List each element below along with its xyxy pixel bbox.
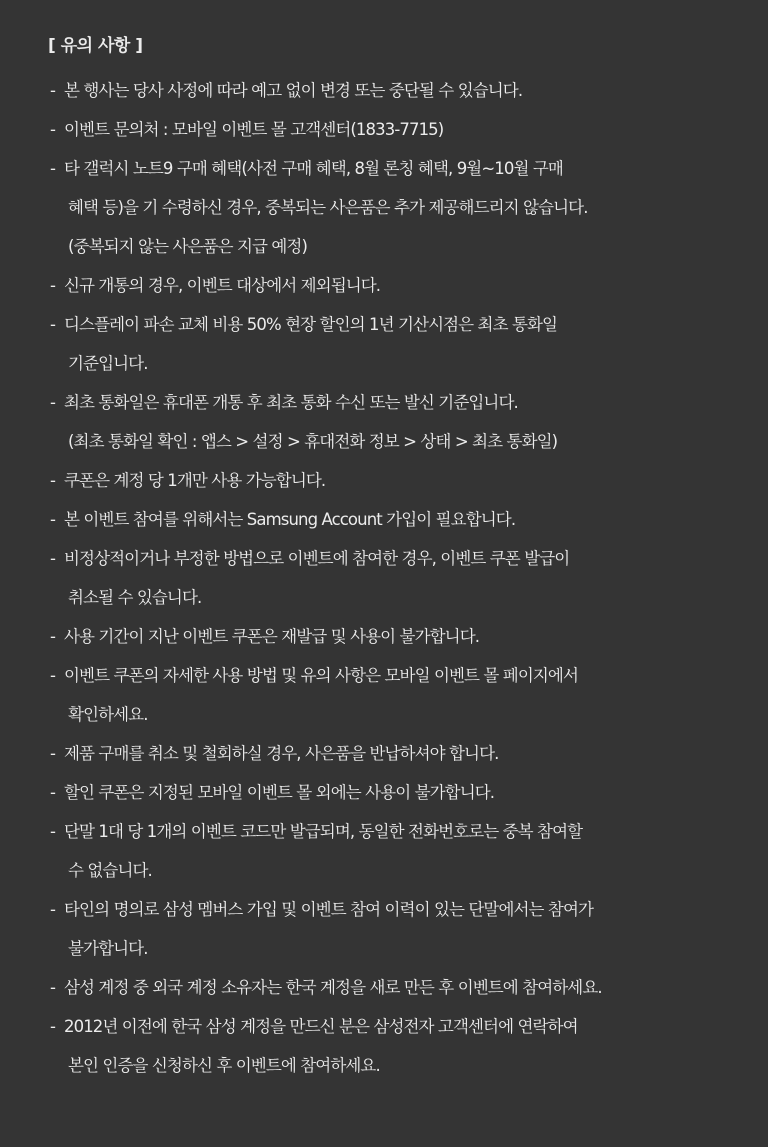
notice-item <box>48 617 748 656</box>
notice-line: - 최초 통화일은 휴대폰 개통 후 최초 통화 수신 또는 발신 기준입니다. <box>64 393 518 412</box>
notice-line: 수 없습니다. <box>68 861 152 880</box>
notice-item <box>48 71 748 110</box>
notice-section <box>48 32 748 1085</box>
notice-line: - 2012년 이전에 한국 삼성 계정을 만드신 분은 삼성전자 고객센터에 연락하여 <box>64 1017 578 1036</box>
notice-line: 확인하세요. <box>68 705 148 724</box>
notice-item <box>48 812 748 890</box>
notice-line: (중복되지 않는 사은품은 지급 예정) <box>68 237 308 256</box>
notice-line: 불가합니다. <box>68 939 148 958</box>
notice-line: - 이벤트 문의처 : 모바일 이벤트 몰 고객센터(1833-7715) <box>64 120 444 139</box>
notice-heading: [ 유의 사항 ] <box>48 36 143 56</box>
notice-line: - 신규 개통의 경우, 이벤트 대상에서 제외됩니다. <box>64 276 381 295</box>
notice-item <box>48 968 748 1007</box>
notice-line: - 삼성 계정 중 외국 계정 소유자는 한국 계정을 새로 만든 후 이벤트에 참여하세요. <box>64 978 602 997</box>
notice-line: 혜택 등)을 기 수령하신 경우, 중복되는 사은품은 추가 제공해드리지 않습니다. <box>68 198 588 217</box>
notice-line: - 이벤트 쿠폰의 자세한 사용 방법 및 유의 사항은 모바일 이벤트 몰 페이지에서 <box>64 666 579 685</box>
notice-item <box>48 461 748 500</box>
notice-line: - 비정상적이거나 부정한 방법으로 이벤트에 참여한 경우, 이벤트 쿠폰 발급이 <box>64 549 570 568</box>
notice-item <box>48 500 748 539</box>
notice-item <box>48 383 748 461</box>
notice-line: (최초 통화일 확인 : 앱스 > 설정 > 휴대전화 정보 > 상태 > 최초 통화일) <box>68 432 558 451</box>
notice-line: - 제품 구매를 취소 및 철회하실 경우, 사은품을 반납하셔야 합니다. <box>64 744 499 763</box>
notice-item <box>48 149 748 266</box>
notice-item <box>48 305 748 383</box>
notice-list <box>48 71 748 1085</box>
notice-item <box>48 890 748 968</box>
notice-line: - 디스플레이 파손 교체 비용 50% 현장 할인의 1년 기산시점은 최초 통화일 <box>64 315 558 334</box>
notice-item <box>48 110 748 149</box>
notice-item <box>48 734 748 773</box>
notice-line: 기준입니다. <box>68 354 148 373</box>
notice-line: - 할인 쿠폰은 지정된 모바일 이벤트 몰 외에는 사용이 불가합니다. <box>64 783 495 802</box>
notice-line: 본인 인증을 신청하신 후 이벤트에 참여하세요. <box>68 1056 380 1075</box>
notice-item <box>48 266 748 305</box>
notice-line: - 타인의 명의로 삼성 멤버스 가입 및 이벤트 참여 이력이 있는 단말에서는 참여가 <box>64 900 594 919</box>
notice-line: - 단말 1대 당 1개의 이벤트 코드만 발급되며, 동일한 전화번호로는 중복 참여할 <box>64 822 583 841</box>
notice-line: - 타 갤럭시 노트9 구매 혜택(사전 구매 혜택, 8월 론칭 혜택, 9월~10월 구매 <box>64 159 563 178</box>
notice-line: - 본 이벤트 참여를 위해서는 Samsung Account 가입이 필요합니다. <box>64 510 516 529</box>
notice-item <box>48 1007 748 1085</box>
notice-item <box>48 539 748 617</box>
notice-line: - 사용 기간이 지난 이벤트 쿠폰은 재발급 및 사용이 불가합니다. <box>64 627 480 646</box>
notice-line: - 본 행사는 당사 사정에 따라 예고 없이 변경 또는 중단될 수 있습니다. <box>64 81 523 100</box>
notice-item <box>48 773 748 812</box>
notice-line: - 쿠폰은 계정 당 1개만 사용 가능합니다. <box>64 471 326 490</box>
notice-line: 취소될 수 있습니다. <box>68 588 202 607</box>
notice-item <box>48 656 748 734</box>
